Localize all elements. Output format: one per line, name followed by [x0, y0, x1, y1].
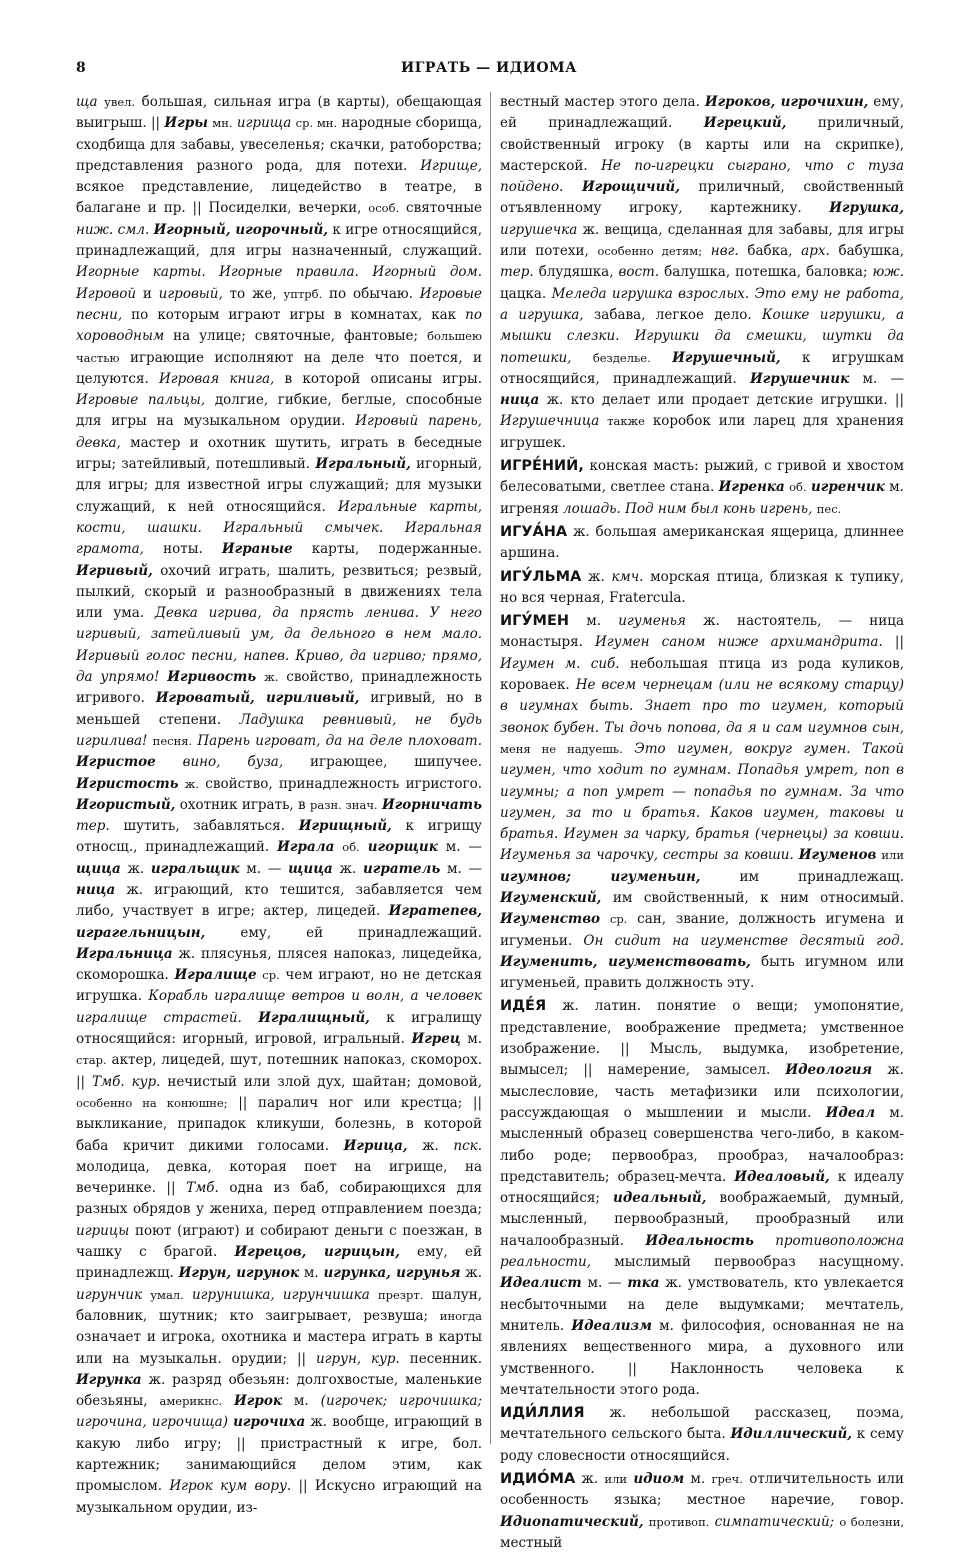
text-run: бабушка,	[829, 243, 905, 260]
text-run: игрицы	[76, 1222, 130, 1239]
text-run: мн.	[212, 116, 233, 131]
text-run: по хороводным	[76, 306, 482, 345]
text-run: нечистый или злой дух, шайтан; домовой,	[160, 1073, 482, 1090]
text-run: мастер и охотник шутить, играть в беседные игры; затейливый, потешливый.	[76, 434, 482, 473]
text-run: || Искусно играющий на музыкальном орудии, из-	[76, 1478, 482, 1516]
text-run: особенно на конюшне;	[76, 1095, 228, 1110]
text-run: ж.	[264, 670, 279, 685]
text-run: ||	[882, 634, 904, 651]
entry-headword: ИДЕ́Я	[500, 998, 547, 1015]
text-run: об.	[342, 840, 360, 855]
text-run: разн. знач.	[310, 797, 378, 812]
text-run: в которой описаны игры.	[274, 370, 483, 387]
text-run	[623, 741, 635, 757]
text-run: игровый,	[158, 285, 223, 302]
text-run: Идиопатический,	[500, 1513, 644, 1530]
text-run	[563, 179, 582, 195]
text-run: морская птица, близкая к тупику, но вся черная, Fratercula.	[500, 568, 905, 606]
text-run: ж.	[407, 1137, 454, 1154]
text-run: лошадь. Под ним был конь игрень,	[563, 500, 813, 517]
text-run: шалун, баловник, шутник; кто заигрывает, резвуша;	[76, 1286, 483, 1324]
text-run: игрища	[236, 115, 292, 132]
text-run: Игуменить, игуменствовать,	[500, 953, 751, 970]
text-run: игорщик	[367, 839, 438, 856]
text-run: Игуменство	[500, 911, 601, 928]
text-run: ниж. смл.	[76, 221, 150, 238]
text-run: вино, буза,	[182, 754, 284, 771]
text-run: к игрищу относщ., принадлежащий.	[76, 818, 482, 856]
text-run	[222, 1393, 234, 1409]
text-run: или	[604, 1472, 628, 1486]
text-run: долгие, гибкие, беглые, способные для игры на музыкальном орудии.	[76, 392, 482, 430]
text-run: Игрушка,	[829, 200, 904, 217]
text-run: Идеализм	[571, 1317, 652, 1334]
text-run: Игратепев, играгельницын,	[76, 903, 482, 941]
entry-paragraph	[500, 1469, 904, 1554]
text-run: Игрунка	[76, 1371, 142, 1388]
text-run: Идеал	[825, 1104, 875, 1121]
text-run: Игрец	[411, 1031, 461, 1048]
text-run: ж. разряд обезьян: долгохвостые, маленькие обезьяны,	[76, 1371, 482, 1410]
text-run: щица	[288, 860, 333, 877]
text-run: щица	[76, 860, 121, 877]
text-run: Он сидит на игуменстве десятый год.	[583, 932, 904, 949]
text-run: народные сборища, сходбища для забавы, увеселенья; скачки, ратоборства; представления разного рода, для потехи.	[76, 115, 482, 174]
text-run: противоп.	[648, 1514, 710, 1529]
text-run: Игренка	[718, 479, 785, 496]
text-run: противоположна реальности,	[500, 1232, 904, 1271]
text-run: Игрушечник	[750, 370, 850, 387]
text-run: песня.	[152, 733, 193, 748]
text-run: уптрб.	[283, 286, 323, 301]
text-run: м. —	[440, 860, 482, 877]
text-run: пес.	[816, 501, 842, 516]
text-run: особенно детям;	[597, 244, 703, 259]
text-run: тер.	[500, 264, 534, 281]
text-run: вестный мастер этого дела.	[500, 94, 705, 110]
text-run: Парень игроват, да на деле плоховат.	[197, 732, 482, 749]
text-run: ж.	[581, 568, 612, 585]
text-run: м. —	[239, 860, 289, 877]
text-run: игуменья	[618, 613, 686, 630]
text-run: ж. настоятель, — ница монастыря.	[500, 613, 905, 651]
text-run: идиом	[633, 1471, 685, 1487]
text-run	[142, 1287, 150, 1303]
text-run: Идиллический,	[730, 1426, 852, 1443]
text-run: ему, ей принадлежащий.	[500, 94, 904, 132]
text-run: Меледа игрушка взрослых. Это ему не работа, а игрушка,	[500, 285, 905, 323]
text-run: по обычаю.	[322, 285, 420, 302]
text-run: играющие исполняют на деле что поется, и целуются.	[76, 349, 482, 387]
text-run: Игрок кум вору.	[169, 1478, 292, 1495]
text-run: ж. мыслесловие, часть метафизики или психологии, рассуждающая о мышлении и мысли.	[500, 1062, 904, 1121]
text-run: к игре относящийся, принадлежащий, для игры назначенный, служащий.	[76, 221, 483, 260]
text-run	[156, 754, 183, 770]
text-run: небольшая птица из рода куликов, короваек.	[500, 655, 904, 694]
text-run: ж.	[332, 860, 363, 877]
text-run: кмч.	[611, 568, 644, 585]
text-run: или	[881, 848, 904, 863]
running-head: ИГРАТЬ — ИДИОМА	[400, 60, 578, 76]
text-run: Играные	[221, 541, 293, 558]
text-run: Игорные карты. Игорные правила. Игорный дом. Игровой	[76, 264, 482, 302]
text-run: ж.	[120, 860, 151, 877]
text-run: безделье.	[592, 350, 651, 365]
text-run: охочий играть, шалить, резвиться; резвый, пылкий, скорый и разнообразный в движениях тела или ума.	[76, 562, 482, 622]
text-run: об.	[789, 480, 807, 495]
text-run: означает и игрока, охотника и мастера играть в карты или на музыкальн. орудии; ||	[76, 1329, 482, 1367]
text-run: иногда	[439, 1308, 482, 1323]
text-run: Девка игрива, да прясть ленива. У него игривый, затейливый ум, да дельного в нем мало. Игривый голос песни, напев. Криво, да игриво; прямо, да упрямо!	[76, 605, 482, 686]
text-run: игренчик	[810, 479, 885, 496]
text-run: Игривый,	[76, 562, 153, 579]
text-run: игрунка, игрунья	[323, 1265, 461, 1282]
text-run: шутить, забавляться.	[109, 818, 299, 835]
text-run: Игорничать	[381, 796, 482, 813]
text-run: Игроков, игрочихин,	[704, 94, 869, 110]
text-run: ему, ей принадлежщ.	[76, 1244, 482, 1282]
text-run: отличительность или особенность языка; местное наречие, говор.	[500, 1471, 905, 1509]
text-run: симпатический;	[714, 1513, 835, 1530]
text-run: ж.	[184, 776, 200, 791]
text-run	[571, 350, 592, 366]
text-run: Игралищный,	[258, 1009, 370, 1026]
text-run: ща	[76, 94, 98, 110]
entry-paragraph	[76, 92, 482, 1519]
text-run: Идеаловый,	[734, 1168, 830, 1185]
text-run: презрт.	[377, 1287, 424, 1302]
text-run: увел.	[104, 95, 136, 109]
text-run: игрунчик	[76, 1286, 143, 1303]
text-run: Игристость	[76, 775, 179, 792]
text-run: коробок или ларец для хранения игрушек.	[500, 413, 904, 451]
text-run: к игрушкам относящийся, принадлежащий.	[500, 349, 904, 387]
text-run: по которым играют игры в комнатах, как	[122, 306, 466, 323]
text-run: м. игреняя	[500, 479, 904, 517]
text-run: балушка, потешка, баловка;	[659, 264, 873, 281]
text-run: играющее, шипучее.	[283, 754, 482, 771]
text-run: им принадлежащ.	[700, 868, 904, 885]
text-run	[702, 243, 711, 259]
text-run: Играла	[277, 839, 335, 856]
text-run: Игористый,	[76, 796, 176, 813]
text-run: Игумен саном ниже архимандрита.	[595, 634, 883, 651]
entry-paragraph	[500, 92, 904, 454]
text-run: Идеалист	[500, 1275, 582, 1292]
text-run: сан, звание, должность игумена и игуменьи.	[500, 911, 904, 949]
text-run: ж.	[460, 1265, 482, 1282]
text-run: Игрецов, игрицын,	[234, 1244, 400, 1261]
entry-headword: ИГРЕ́НИЙ,	[500, 458, 584, 475]
text-run: Тмб.	[186, 1180, 219, 1197]
text-run: ср. мн.	[295, 116, 338, 131]
text-run: Игрощичий,	[582, 179, 680, 196]
text-run: одна из баб, собирающихся для разных обрядов у жениха, перед отправлением поезда;	[76, 1180, 482, 1218]
entry-headword: ИДИ́ЛЛИЯ	[500, 1405, 585, 1422]
text-run: забава, легкое дело.	[583, 306, 762, 323]
text-run: большею частью	[76, 329, 482, 365]
text-run: Игрушечница	[500, 413, 600, 430]
page-number: 8	[76, 60, 86, 76]
text-run: м. —	[581, 1275, 628, 1292]
text-run: ему, ей принадлежащий.	[205, 924, 482, 941]
entry-paragraph	[500, 611, 904, 994]
text-run: Идеология	[785, 1062, 873, 1079]
text-run	[599, 413, 607, 429]
text-run: свойство, принадлежность игривого.	[76, 669, 483, 707]
entry-headword: ИГУ́ЛЬМА	[500, 568, 582, 585]
text-run: ср.	[262, 968, 280, 983]
text-run: блудяшка,	[533, 264, 619, 281]
text-run: Не по-игрецки сыграно, что с туза пойдено.	[500, 157, 904, 196]
text-run: стар.	[76, 1053, 107, 1068]
text-run	[242, 1010, 258, 1026]
text-run: нвг.	[710, 243, 739, 260]
text-run: ж. латин. понятие о вещи; умопонятие, представление, воображение предмета; умственное изображение. || Мысль, выдумка, изобретение, вымысел; || намерение, замысел.	[500, 998, 904, 1079]
text-run: Ладушка ревнивый, не будь игрилива!	[76, 711, 482, 749]
text-run: м.	[684, 1471, 712, 1487]
text-run: Игривость	[167, 669, 257, 686]
text-run: Идеальность	[645, 1232, 754, 1249]
entry-paragraph	[500, 1403, 904, 1467]
text-run	[370, 1287, 378, 1303]
text-run: игральщик	[150, 860, 240, 877]
text-run: игрунишка, игрунчишка	[191, 1286, 370, 1303]
text-run: греч.	[711, 1472, 743, 1486]
text-run: Игровая книга,	[159, 370, 275, 387]
column-right	[500, 92, 905, 1551]
text-run: Игроватый, игриливый,	[155, 690, 360, 707]
text-run: ж. вообще, играющий в какую либо игру; || пристрастный к игре, бол. картежник; занимающийся делом этим, как промыслом.	[76, 1414, 482, 1495]
text-run: м.	[569, 613, 619, 630]
text-run: Игрецкий,	[703, 115, 787, 132]
text-run: мыслимый первообраз насущному.	[591, 1254, 904, 1271]
text-run: арх.	[801, 243, 830, 260]
text-run: Игральница	[76, 945, 173, 962]
text-run: Игуменский,	[500, 889, 602, 906]
text-run: Игры	[164, 115, 208, 132]
text-run: охотник играть, в	[175, 796, 311, 813]
entry-paragraph	[500, 456, 904, 520]
text-run: святочные	[399, 200, 482, 217]
text-run: ноты.	[143, 541, 222, 558]
text-run: ж. умствователь, кто увлекается несбыточными на деле выдумками; мечтатель, мнитель.	[500, 1275, 904, 1334]
text-run: м. —	[437, 839, 482, 856]
text-run: им свойственный, к ним относимый.	[601, 889, 904, 906]
text-run: америкнс.	[159, 1394, 223, 1409]
text-run: пск.	[453, 1137, 482, 1154]
text-run: к идеалу относящийся;	[500, 1168, 904, 1207]
text-run: ница	[500, 392, 540, 409]
text-run: (игрочек; игрочишка; игрочина, игрочища)	[76, 1393, 483, 1431]
text-run: песенник.	[399, 1350, 482, 1367]
text-run: приличный, свойственный отъявленному игроку, картежнику.	[500, 179, 904, 217]
text-run	[184, 1287, 192, 1303]
text-run: Игральный,	[315, 456, 411, 473]
text-run: Игровые пальцы,	[76, 392, 206, 409]
text-run: Игрун, игрунок	[178, 1265, 300, 1282]
text-run: ж. плясунья, плясея напоказ, лицедейка, скоморошка.	[76, 945, 482, 984]
text-run: Игралище	[174, 967, 257, 984]
text-run: Кошке игрушки, а мышки слезки. Игрушки да смешки, шутки да потешки,	[500, 306, 904, 366]
text-run: Корабль игралище ветров и волн, а человек игралище страстей.	[76, 988, 482, 1026]
text-run: вост.	[618, 264, 660, 281]
entry-headword: ИДИО́МА	[500, 1471, 576, 1487]
text-run: молодица, девка, которая поет на игрище, на вечеринке. ||	[76, 1158, 482, 1197]
text-run: на улице; святочные, фантовые;	[164, 328, 428, 345]
text-run: Игорный, игорочный,	[153, 221, 328, 238]
entry-paragraph	[500, 996, 904, 1401]
text-run: ница	[76, 881, 116, 898]
text-run: игратель	[362, 860, 441, 877]
entry-headword: ИГУ́МЕН	[500, 613, 570, 630]
text-run: воображаемый, думный, мысленный, первообразный, прообразный или началообразный.	[500, 1190, 904, 1249]
text-run: игрочиха	[233, 1414, 306, 1431]
text-run: м. —	[849, 370, 904, 387]
text-run: Игральные карты, кости, шашки. Игральный смычек. Игральная грамота,	[76, 498, 482, 558]
text-run: также	[607, 414, 645, 429]
text-run: Игрушечный,	[672, 349, 781, 366]
text-run: Игровый парень, девка,	[76, 413, 482, 451]
text-run: Игровые песни,	[76, 285, 482, 323]
text-run: меня не надуешь.	[500, 741, 623, 756]
text-run: поют (играют) и собирают деньги с поезжан, в чашку с брагой.	[76, 1222, 482, 1261]
entry-headword: ИГУА́НА	[500, 523, 568, 540]
text-run: особ.	[368, 201, 400, 216]
text-run: цацка.	[500, 285, 552, 302]
text-run: ж. вещица, сделанная для забавы, для игры или потехи,	[500, 221, 904, 260]
text-run: м.	[460, 1031, 482, 1048]
text-run: м.	[281, 1393, 321, 1410]
text-run: Игрищный,	[298, 818, 392, 835]
entry-paragraph	[500, 567, 904, 610]
text-run: игривый, но в меньшей степени.	[76, 690, 482, 728]
text-run: Игуменов	[798, 847, 877, 864]
text-run: местный	[500, 1534, 563, 1551]
text-run: к игралищу относящийся: игорный, игровой, игральный.	[76, 1009, 482, 1048]
column-rule	[490, 92, 491, 1444]
text-run: Это игумен, вокруг гумен. Такой игумен, что ходит по гумнам. Попадья умрет, поп в игумны; а поп умрет — попадья по гумнам. За что игумен, за то и братья. Каков игумен, таковы и братья. Игумен за чарку, братья (чернецы) за ковши. Игуменья за чарочку, сестры за ковши.	[500, 740, 905, 864]
text-run: игрун, кур.	[315, 1350, 400, 1367]
text-run: Не всем чернецам (или не всякому старцу) в игумнах быть. Знает про то игумен, который звонок бубен. Ты дочь попова, да я и сам игумнов сын,	[500, 677, 904, 736]
text-run: Игристое	[76, 754, 156, 771]
text-run: тка	[627, 1275, 660, 1292]
text-run: Тмб. кур.	[91, 1073, 161, 1090]
text-run: актер, лицедей, шут, потешник напоказ, скоморох. ||	[76, 1052, 482, 1090]
text-run: Игумен м. сиб.	[500, 655, 620, 672]
text-run: тер.	[76, 818, 110, 835]
text-run: || паралич ног или крестца; || выкликание, припадок кликуши, болезнь, в которой баба кричит дикими голосами.	[76, 1094, 482, 1154]
text-run: игумнов; игуменьин,	[500, 868, 701, 885]
text-run: м.	[299, 1265, 324, 1282]
text-run	[754, 1233, 775, 1249]
text-run: ж. играющий, кто тешится, забавляется чем либо, участвует в игре; актер, лицедей.	[76, 881, 482, 920]
text-run: приличный, свойственный игроку (в карты или на скрипке), мастерской.	[500, 115, 905, 174]
text-run: юж.	[872, 264, 904, 281]
text-run	[651, 350, 672, 366]
text-run: всякое представление, лицедейство в театре, в балагане и пр. || Посиделки, вечерки,	[76, 179, 482, 217]
text-run: то же,	[222, 285, 284, 302]
text-run: ж. большая американская ящерица, длиннее аршина.	[500, 523, 904, 562]
column-left	[76, 92, 483, 1516]
text-run: ж. небольшой рассказец, поэма, мечтательного сельского быта.	[500, 1405, 904, 1443]
text-run	[256, 669, 264, 685]
text-run: Игрица,	[343, 1137, 408, 1154]
text-run: быть игумном или игуменьей, править должность эту.	[500, 953, 904, 992]
text-run: конская масть: рыжий, с гривой и хвостом белесоватыми, светлее стана.	[500, 458, 904, 496]
text-run: большая, сильная игра (в карты), обещающая выигрыш. ||	[76, 94, 483, 132]
text-run: ж. кто делает или продает детские игрушки. ||	[539, 392, 904, 409]
text-run: свойство, принадлежность игристого.	[199, 775, 482, 792]
text-run: м. философия, основанная не на явлениях вещественного мира, а духовного или умственного. || Наклонность человека к мечтательности этого рода.	[500, 1317, 904, 1398]
text-run: к сему роду словесности относящийся.	[500, 1426, 905, 1464]
entry-paragraph	[500, 522, 904, 565]
text-run	[600, 911, 610, 927]
text-run: игрушечка	[500, 221, 578, 238]
text-run: ж.	[575, 1471, 605, 1487]
text-run: м. мысленный образец совершенства чего-либо, в каком-либо роде; первообраз, прообраз, началообраз: представитель; образец-мечта.	[500, 1104, 904, 1185]
text-run: игорный, для игры; для известной игры служащий; для музыки служащий, к ней относящийся.	[76, 456, 483, 515]
text-run: идеальный,	[613, 1190, 707, 1207]
text-run: карты, подержанные.	[292, 541, 482, 558]
text-run: умал.	[150, 1287, 184, 1302]
text-run: Игрок	[234, 1393, 282, 1410]
text-run: и	[136, 285, 159, 302]
text-run: Игрище,	[420, 157, 482, 174]
text-run: о болезни,	[839, 1514, 905, 1529]
text-run	[360, 839, 368, 855]
text-run: ср.	[609, 912, 628, 927]
text-run: бабка,	[738, 243, 802, 260]
text-run: чем играют, но не детская игрушка.	[76, 967, 483, 1005]
